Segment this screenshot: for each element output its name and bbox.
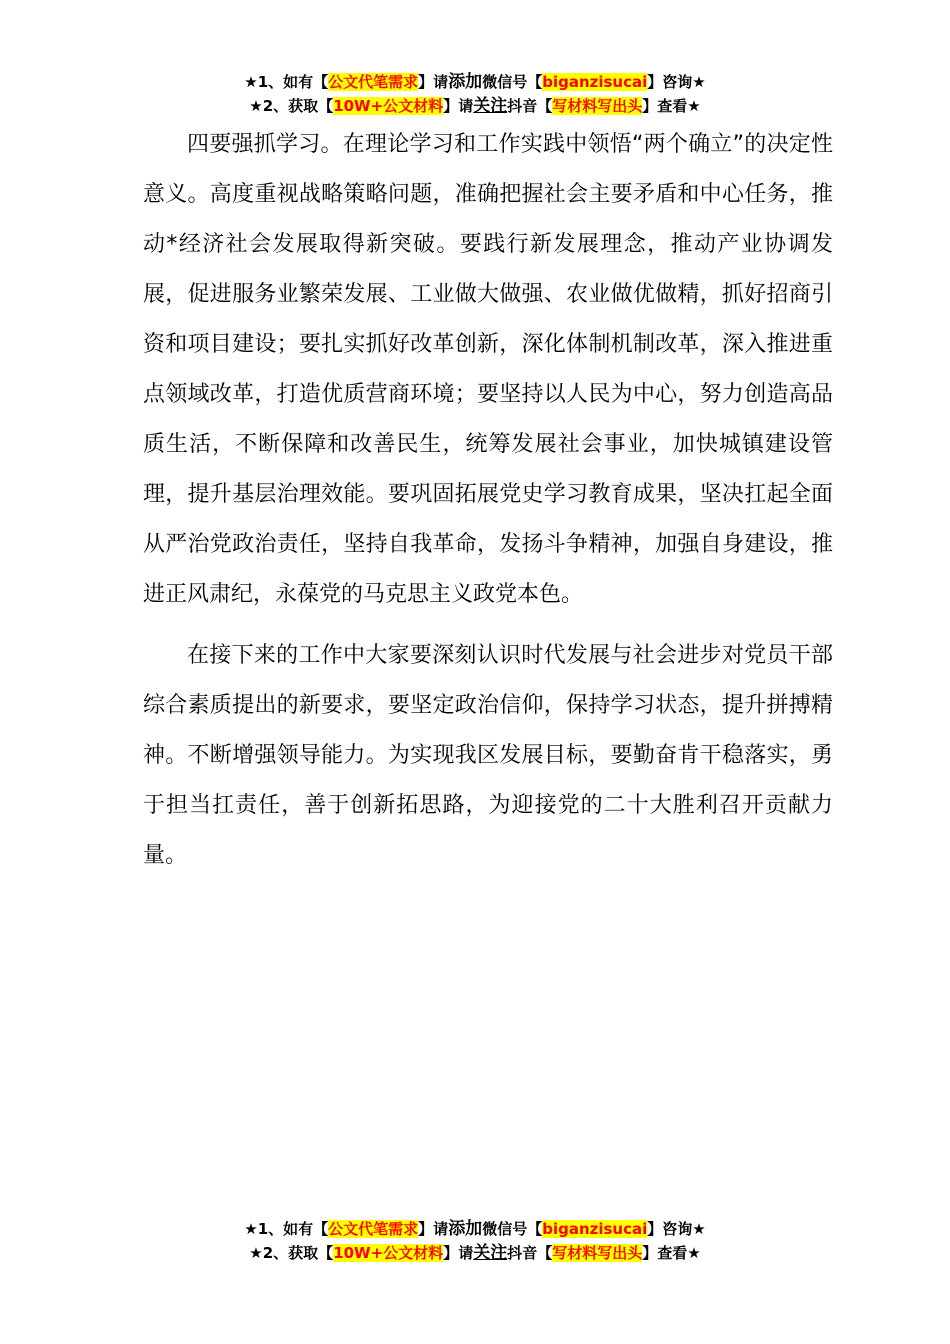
banner-text: ★1、如有【 <box>244 1220 329 1238</box>
footer-banner <box>0 1217 950 1265</box>
highlight-wechat-id: biganzisucai <box>542 73 648 91</box>
banner-text: 】咨询★ <box>647 73 706 91</box>
banner-text: 】查看★ <box>642 1244 701 1262</box>
banner-emphasis: 关注 <box>473 1243 508 1263</box>
banner-text: 】咨询★ <box>647 1220 706 1238</box>
banner-emphasis: 添加 <box>448 72 483 92</box>
banner-line-1 <box>0 1217 950 1241</box>
document-body <box>143 120 833 881</box>
highlight-douyin-account: 写材料写出头 <box>552 1244 643 1262</box>
banner-line-2 <box>0 1241 950 1265</box>
banner-line-1 <box>0 70 950 94</box>
banner-text: 抖音【 <box>507 97 553 115</box>
banner-text: 】请 <box>418 73 449 91</box>
banner-text: 】请 <box>418 1220 449 1238</box>
banner-text: ★1、如有【 <box>244 73 329 91</box>
banner-text: 】查看★ <box>642 97 701 115</box>
highlight-service: 公文代笔需求 <box>328 73 419 91</box>
paragraph: 四要强抓学习。在理论学习和工作实践中领悟“两个确立”的决定性意义。高度重视战略策略问题，准确把握社会主要矛盾和中心任务，推动*经济社会发展取得新突破。要践行新发展理念，推动产业协调发展，促进服务业繁荣发展、工业做大做强、农业做优做精，抓好招商引资和项目建设；要扎实抓好改革创新，深化体制机制改革，深入推进重点领域改革，打造优质营商环境；要坚持以人民为中心，努力创造高品质生活，不断保障和改善民生，统筹发展社会事业，加快城镇建设管理，提升基层治理效能。要巩固拓展党史学习教育成果，坚决扛起全面从严治党政治责任，坚持自我革命，发扬斗争精神，加强自身建设，推进正风肃纪，永葆党的马克思主义政党本色。 <box>143 132 833 607</box>
highlight-wechat-id: biganzisucai <box>542 1220 648 1238</box>
highlight-service: 公文代笔需求 <box>328 1220 419 1238</box>
banner-text: 】请 <box>443 1244 474 1262</box>
highlight-materials: 10W+公文材料 <box>333 1244 444 1262</box>
banner-text: ★2、获取【 <box>249 97 334 115</box>
paragraph: 在接下来的工作中大家要深刻认识时代发展与社会进步对党员干部综合素质提出的新要求，要坚定政治信仰，保持学习状态，提升拼搏精神。不断增强领导能力。为实现我区发展目标，要勤奋肯干稳落实，勇于担当扛责任，善于创新拓思路，为迎接党的二十大胜利召开贡献力量。 <box>143 643 833 868</box>
banner-line-2 <box>0 94 950 118</box>
banner-emphasis: 关注 <box>473 96 508 116</box>
banner-text: 】请 <box>443 97 474 115</box>
highlight-douyin-account: 写材料写出头 <box>552 97 643 115</box>
banner-text: 抖音【 <box>507 1244 553 1262</box>
banner-text: 微信号【 <box>482 1220 543 1238</box>
highlight-materials: 10W+公文材料 <box>333 97 444 115</box>
header-banner <box>0 70 950 118</box>
banner-text: 微信号【 <box>482 73 543 91</box>
banner-emphasis: 添加 <box>448 1219 483 1239</box>
banner-text: ★2、获取【 <box>249 1244 334 1262</box>
